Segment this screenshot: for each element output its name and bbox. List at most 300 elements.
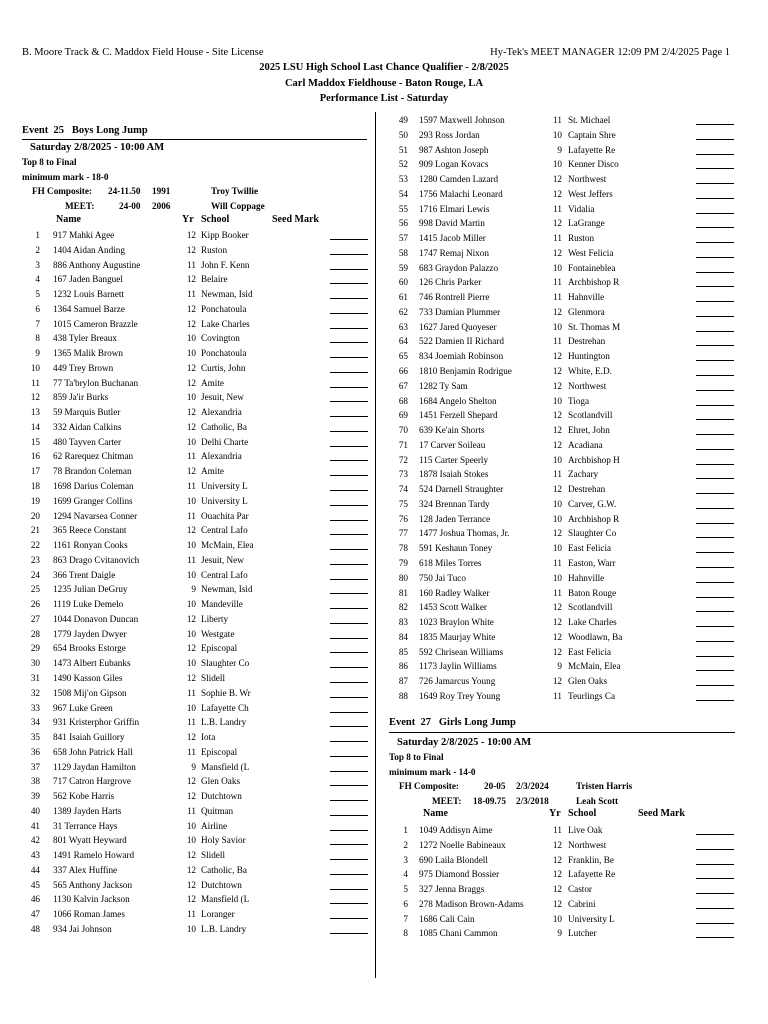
entry-school: Lake Charles xyxy=(201,318,250,329)
entry-row xyxy=(0,686,375,701)
entry-row xyxy=(380,261,768,276)
entry-place: 69 xyxy=(398,410,408,421)
meet-mark: 18-09.75 xyxy=(473,796,506,806)
entry-row xyxy=(380,379,768,394)
entry-place: 4 xyxy=(35,274,40,285)
entry-year: 12 xyxy=(186,879,196,890)
entry-school: Hahnville xyxy=(568,572,605,583)
entry-school: Holy Savior xyxy=(201,835,246,846)
entry-row xyxy=(0,302,375,317)
meet-year: 2/3/2018 xyxy=(516,796,549,806)
entry-row xyxy=(0,523,375,538)
entry-school: Kenner Disco xyxy=(568,159,619,170)
entry-year: 12 xyxy=(552,439,562,450)
entry-place: 66 xyxy=(398,366,408,377)
entry-year: 12 xyxy=(552,854,562,865)
entry-school: Ouachita Par xyxy=(201,510,249,521)
seed-mark-blank xyxy=(330,313,368,314)
entry-year: 10 xyxy=(186,658,196,669)
entry-school: Amite xyxy=(201,377,224,388)
entry-place: 28 xyxy=(30,628,40,639)
seed-mark-blank xyxy=(330,401,368,402)
entry-school: Ruston xyxy=(201,244,228,255)
entry-year: 12 xyxy=(186,318,196,329)
entry-place: 10 xyxy=(30,362,40,373)
entry-school: Episcopal xyxy=(201,643,238,654)
entry-row xyxy=(380,246,768,261)
entry-school: Fontainebleа xyxy=(568,262,616,273)
entry-row xyxy=(0,390,375,405)
entry-place: 1 xyxy=(403,825,408,835)
seed-mark-blank xyxy=(330,298,368,299)
seed-mark-blank xyxy=(696,419,734,420)
entry-row xyxy=(0,760,375,775)
entry-name: 59 Marquis Butler xyxy=(53,407,121,418)
meet-mark: 24-00 xyxy=(119,201,141,211)
seed-mark-blank xyxy=(696,670,734,671)
seed-mark-blank xyxy=(696,227,734,228)
entry-name: 327 Jenna Braggs xyxy=(419,884,485,895)
entry-place: 16 xyxy=(30,451,40,462)
entry-name: 522 Damien II Richard xyxy=(419,336,504,347)
entry-school: Covington xyxy=(201,333,240,344)
entry-school: Dutchtown xyxy=(201,879,242,890)
entry-place: 68 xyxy=(398,395,408,406)
entry-place: 78 xyxy=(398,543,408,554)
entry-place: 6 xyxy=(403,898,408,909)
seed-mark-blank xyxy=(330,889,368,890)
entry-row xyxy=(380,630,768,645)
entry-row xyxy=(0,597,375,612)
entry-name: 1232 Louis Barnett xyxy=(53,289,124,300)
entry-row xyxy=(380,438,768,453)
entry-place: 73 xyxy=(398,469,408,480)
entry-place: 2 xyxy=(35,244,40,255)
entry-school: Captain Shre xyxy=(568,129,616,140)
entry-name: 1044 Donavon Duncan xyxy=(53,613,139,624)
seed-mark-blank xyxy=(330,638,368,639)
meet-name: Will Coppage xyxy=(211,201,265,211)
entry-school: Hahnville xyxy=(568,292,605,303)
entry-row xyxy=(0,464,375,479)
seed-mark-blank xyxy=(696,864,734,865)
entry-school: Woodlawn, Ba xyxy=(568,631,623,642)
entry-year: 12 xyxy=(552,884,562,895)
entry-name: 1294 Navarsea Conner xyxy=(53,510,138,521)
entry-name: 1015 Cameron Brazzle xyxy=(53,318,138,329)
fh-name: Troy Twillie xyxy=(211,186,259,196)
entry-school: Jesuit, New xyxy=(201,392,244,403)
entry-place: 13 xyxy=(30,407,40,418)
entry-name: 524 Darnell Straughter xyxy=(419,484,504,495)
event-27-session: Saturday 2/8/2025 - 10:00 AM xyxy=(397,737,532,748)
entry-school: Ruston xyxy=(568,233,595,244)
entry-year: 12 xyxy=(552,484,562,495)
entry-name: 449 Trey Brown xyxy=(53,362,114,373)
event-25-minimum: minimum mark - 18-0 xyxy=(22,172,109,182)
event-27-column-headers xyxy=(380,808,768,822)
entry-name: 592 Chrisean Williams xyxy=(419,646,504,657)
entry-year: 11 xyxy=(187,451,196,462)
entry-school: Glenmora xyxy=(568,306,605,317)
entry-row xyxy=(380,659,768,674)
entry-name: 863 Drago Cvitanovich xyxy=(53,554,140,565)
entry-row xyxy=(0,892,375,907)
entry-year: 10 xyxy=(552,513,562,524)
entry-year: 12 xyxy=(552,188,562,199)
event-25-meet-record xyxy=(0,201,375,214)
seed-mark-blank xyxy=(330,712,368,713)
entry-name: 1404 Aidan Anding xyxy=(53,244,125,255)
entry-name: 917 Mahki Agee xyxy=(53,230,115,240)
entry-place: 34 xyxy=(30,717,40,728)
entry-name: 1130 Kalvin Jackson xyxy=(53,894,130,905)
fh-year: 1991 xyxy=(152,186,171,196)
entry-year: 10 xyxy=(552,454,562,465)
entry-year: 10 xyxy=(186,628,196,639)
entry-year: 11 xyxy=(553,557,562,568)
entry-school: Archbishop H xyxy=(568,454,620,465)
entry-school: Lafayette Re xyxy=(568,144,616,155)
seed-mark-blank xyxy=(696,478,734,479)
entry-place: 12 xyxy=(30,392,40,403)
entry-year: 11 xyxy=(187,717,196,728)
entry-row xyxy=(380,305,768,320)
entry-school: Mansfield (L xyxy=(201,894,250,905)
entry-place: 41 xyxy=(30,820,40,831)
entry-name: 658 John Patrick Hall xyxy=(53,746,133,757)
entry-name: 1684 Angelo Shelton xyxy=(419,395,497,406)
entry-year: 10 xyxy=(186,923,196,934)
entry-year: 12 xyxy=(186,274,196,285)
entry-row xyxy=(380,897,768,912)
entry-place: 8 xyxy=(403,928,408,939)
entry-row xyxy=(380,172,768,187)
entry-row xyxy=(0,420,375,435)
entry-name: 690 Laila Blondell xyxy=(419,854,488,865)
entry-place: 31 xyxy=(30,672,40,683)
entry-year: 11 xyxy=(553,587,562,598)
entry-row xyxy=(0,804,375,819)
entry-place: 55 xyxy=(398,203,408,214)
entry-name: 931 Kristerphor Griffin xyxy=(53,717,140,728)
fh-label: FH Composite: xyxy=(32,186,92,196)
entry-name: 1491 Ramelo Howard xyxy=(53,850,135,861)
entry-year: 10 xyxy=(552,395,562,406)
entry-school: East Felicia xyxy=(568,646,612,657)
entry-name: 1779 Jayden Dwyer xyxy=(53,628,127,639)
entry-place: 53 xyxy=(398,174,408,185)
entry-row xyxy=(380,512,768,527)
entry-school: Belaire xyxy=(201,274,228,285)
venue-title: Carl Maddox Fieldhouse - Baton Rouge, LA xyxy=(284,78,484,89)
entry-year: 11 xyxy=(187,687,196,698)
seed-mark-blank xyxy=(696,168,734,169)
entry-row xyxy=(380,408,768,423)
entry-row xyxy=(0,774,375,789)
col-school-header: School xyxy=(201,214,230,225)
entry-year: 12 xyxy=(186,303,196,314)
seed-mark-blank xyxy=(330,431,368,432)
entry-school: McMain, Elea xyxy=(201,540,254,551)
entry-school: Ehret, John xyxy=(568,425,610,436)
seed-mark-blank xyxy=(696,449,734,450)
entry-year: 12 xyxy=(552,839,562,850)
entry-year: 11 xyxy=(187,805,196,816)
entry-school: Liberty xyxy=(201,613,229,624)
entry-year: 12 xyxy=(552,306,562,317)
entry-year: 12 xyxy=(186,377,196,388)
entry-row xyxy=(0,863,375,878)
entry-row xyxy=(0,878,375,893)
event-27-minimum: minimum mark - 14-0 xyxy=(389,767,476,777)
entry-year: 12 xyxy=(186,732,196,743)
entry-year: 10 xyxy=(186,495,196,506)
entry-year: 9 xyxy=(557,144,562,155)
seed-mark-blank xyxy=(330,328,368,329)
entry-school: St. Thomas M xyxy=(568,321,621,332)
entry-name: 1490 Kasson Giles xyxy=(53,672,123,683)
entry-place: 62 xyxy=(398,306,408,317)
report-subtitle: Performance List - Saturday xyxy=(319,93,449,104)
seed-mark-blank xyxy=(696,464,734,465)
entry-year: 10 xyxy=(186,392,196,403)
entry-year: 11 xyxy=(553,203,562,214)
entry-name: 841 Isaiah Guillory xyxy=(53,732,125,743)
entry-year: 12 xyxy=(186,643,196,654)
seed-mark-blank xyxy=(330,579,368,580)
entry-name: 683 Graydon Palazzo xyxy=(419,262,499,273)
entry-name: 886 Anthony Augustine xyxy=(53,259,141,270)
event-25-rule xyxy=(22,139,367,140)
seed-mark-blank xyxy=(330,564,368,565)
entry-row xyxy=(380,143,768,158)
entry-place: 20 xyxy=(30,510,40,521)
column-divider xyxy=(375,112,376,978)
entry-place: 3 xyxy=(35,259,40,270)
entry-school: Iota xyxy=(201,732,216,743)
entry-row xyxy=(380,882,768,897)
entry-name: 1282 Ty Sam xyxy=(419,380,468,391)
entry-year: 10 xyxy=(552,543,562,554)
entry-school: Sophie B. Wr xyxy=(201,687,251,698)
col-name-header: Name xyxy=(56,214,81,225)
entry-name: 1878 Isaiah Stokes xyxy=(419,469,489,480)
seed-mark-blank xyxy=(696,685,734,686)
entry-name: 1453 Scott Walker xyxy=(419,602,487,613)
seed-mark-blank xyxy=(330,283,368,284)
entry-school: Airline xyxy=(201,820,228,831)
entry-row xyxy=(380,853,768,868)
entry-row xyxy=(0,922,375,937)
entry-year: 12 xyxy=(552,380,562,391)
entry-name: 591 Keshaun Toney xyxy=(419,543,493,554)
entry-name: 750 Jai Tuco xyxy=(419,572,466,583)
seed-mark-blank xyxy=(330,756,368,757)
page-header xyxy=(22,47,730,61)
entry-year: 12 xyxy=(552,218,562,229)
meet-manager-stamp: Hy-Tek's MEET MANAGER 12:09 PM 2/4/2025 Page 1 xyxy=(490,47,730,58)
entry-name: 78 Brandon Coleman xyxy=(53,466,132,477)
entry-place: 85 xyxy=(398,646,408,657)
entry-place: 33 xyxy=(30,702,40,713)
entry-year: 12 xyxy=(552,351,562,362)
entry-row xyxy=(380,231,768,246)
entry-year: 12 xyxy=(186,894,196,905)
entry-school: University L xyxy=(201,481,248,492)
entry-place: 82 xyxy=(398,602,408,613)
entry-school: Cabrini xyxy=(568,898,596,909)
seed-mark-blank xyxy=(696,537,734,538)
entry-name: 859 Ja'ir Burks xyxy=(53,392,109,403)
entry-row xyxy=(380,320,768,335)
entry-name: 278 Madison Brown-Adams xyxy=(419,898,524,909)
entry-row xyxy=(0,287,375,302)
entry-name: 1451 Ferzell Shepard xyxy=(419,410,498,421)
seed-mark-blank xyxy=(330,387,368,388)
entry-school: Easton, Warr xyxy=(568,557,616,568)
entry-school: Slidell xyxy=(201,672,225,683)
seed-mark-blank xyxy=(696,582,734,583)
entry-place: 11 xyxy=(31,377,40,388)
entry-school: Ponchatoula xyxy=(201,303,247,314)
event-25-fh-record xyxy=(0,186,375,199)
entry-name: 1364 Samuel Barze xyxy=(53,303,125,314)
entry-place: 88 xyxy=(398,690,408,701)
col-yr-header: Yr xyxy=(549,808,561,819)
entry-row xyxy=(380,216,768,231)
entry-row xyxy=(0,479,375,494)
entry-place: 59 xyxy=(398,262,408,273)
entry-school: L.B. Landry xyxy=(201,717,247,728)
entry-row xyxy=(0,272,375,287)
entry-place: 70 xyxy=(398,425,408,436)
entry-name: 31 Terrance Hays xyxy=(53,820,118,831)
entry-school: Dutchtown xyxy=(201,791,242,802)
entry-year: 12 xyxy=(552,617,562,628)
entry-school: Lafayette Ch xyxy=(201,702,249,713)
entry-name: 1627 Jared Quoyeser xyxy=(419,321,497,332)
entry-school: Scotlandvill xyxy=(568,410,613,421)
entry-place: 7 xyxy=(403,913,408,924)
entry-school: Northwest xyxy=(568,380,607,391)
entry-year: 9 xyxy=(191,584,196,595)
seed-mark-blank xyxy=(330,741,368,742)
entry-row xyxy=(380,586,768,601)
seed-mark-blank xyxy=(696,641,734,642)
entry-school: St. Michael xyxy=(568,115,611,125)
entry-place: 83 xyxy=(398,617,408,628)
entry-year: 12 xyxy=(186,230,196,240)
entry-place: 56 xyxy=(398,218,408,229)
entry-year: 10 xyxy=(552,159,562,170)
event-25-title: Event 25 Boys Long Jump xyxy=(22,125,148,136)
entry-place: 5 xyxy=(403,884,408,895)
entry-school: Curtis, John xyxy=(201,362,246,373)
seed-mark-blank xyxy=(330,844,368,845)
entry-place: 1 xyxy=(35,230,40,240)
seed-mark-blank xyxy=(330,785,368,786)
entry-name: 160 Radley Walker xyxy=(419,587,490,598)
entry-place: 9 xyxy=(35,348,40,359)
entry-year: 9 xyxy=(557,661,562,672)
entry-school: Zachary xyxy=(568,469,599,480)
entry-year: 10 xyxy=(552,498,562,509)
entry-name: 639 Ke'ain Shorts xyxy=(419,425,485,436)
entry-school: Franklin, Be xyxy=(568,854,614,865)
entry-row xyxy=(0,612,375,627)
seed-mark-blank xyxy=(696,611,734,612)
entry-school: Slidell xyxy=(201,850,225,861)
seed-mark-blank xyxy=(330,372,368,373)
col-school-header: School xyxy=(568,808,597,819)
entry-place: 76 xyxy=(398,513,408,524)
seed-mark-blank xyxy=(330,771,368,772)
entry-row xyxy=(0,317,375,332)
entry-row xyxy=(0,848,375,863)
entry-name: 1129 Jaydan Hamilton xyxy=(53,761,136,772)
entry-year: 10 xyxy=(552,321,562,332)
seed-mark-blank xyxy=(696,301,734,302)
entry-row xyxy=(380,912,768,927)
entry-name: 1747 Remaj Nixon xyxy=(419,247,489,258)
entry-place: 77 xyxy=(398,528,408,539)
col-seed-header: Seed Mark xyxy=(272,214,319,225)
entry-year: 12 xyxy=(552,174,562,185)
entry-year: 12 xyxy=(186,421,196,432)
entry-year: 10 xyxy=(186,835,196,846)
event-25-advance: Top 8 to Final xyxy=(22,157,77,167)
entry-school: Archbishop R xyxy=(568,513,620,524)
entry-year: 10 xyxy=(186,540,196,551)
seed-mark-blank xyxy=(696,405,734,406)
entry-name: 1365 Malik Brown xyxy=(53,348,123,359)
entry-school: Loranger xyxy=(201,909,235,920)
entry-row xyxy=(0,641,375,656)
entry-school: Acadiana xyxy=(568,439,603,450)
entry-school: Northwest xyxy=(568,839,607,850)
entry-year: 12 xyxy=(552,869,562,880)
col-name-header: Name xyxy=(423,808,448,819)
entry-place: 38 xyxy=(30,776,40,787)
event-25-entries-left xyxy=(0,228,375,937)
entry-school: Delhi Charte xyxy=(201,436,249,447)
entry-school: LaGrange xyxy=(568,218,605,229)
entry-row xyxy=(380,600,768,615)
entry-row xyxy=(380,497,768,512)
seed-mark-blank xyxy=(330,416,368,417)
entry-school: Archbishop R xyxy=(568,277,620,288)
seed-mark-blank xyxy=(330,859,368,860)
seed-mark-blank xyxy=(696,700,734,701)
entry-year: 10 xyxy=(186,569,196,580)
entry-year: 12 xyxy=(552,410,562,421)
entry-row xyxy=(380,926,768,941)
entry-name: 1235 Julian DeGruy xyxy=(53,584,128,595)
seed-mark-blank xyxy=(330,697,368,698)
entry-year: 12 xyxy=(186,525,196,536)
entry-place: 72 xyxy=(398,454,408,465)
entry-place: 45 xyxy=(30,879,40,890)
entry-place: 39 xyxy=(30,791,40,802)
event-27-entries xyxy=(380,823,768,941)
entry-place: 52 xyxy=(398,159,408,170)
seed-mark-blank xyxy=(330,667,368,668)
entry-name: 565 Anthony Jackson xyxy=(53,879,133,890)
entry-row xyxy=(380,867,768,882)
entry-year: 10 xyxy=(552,913,562,924)
entry-row xyxy=(0,819,375,834)
